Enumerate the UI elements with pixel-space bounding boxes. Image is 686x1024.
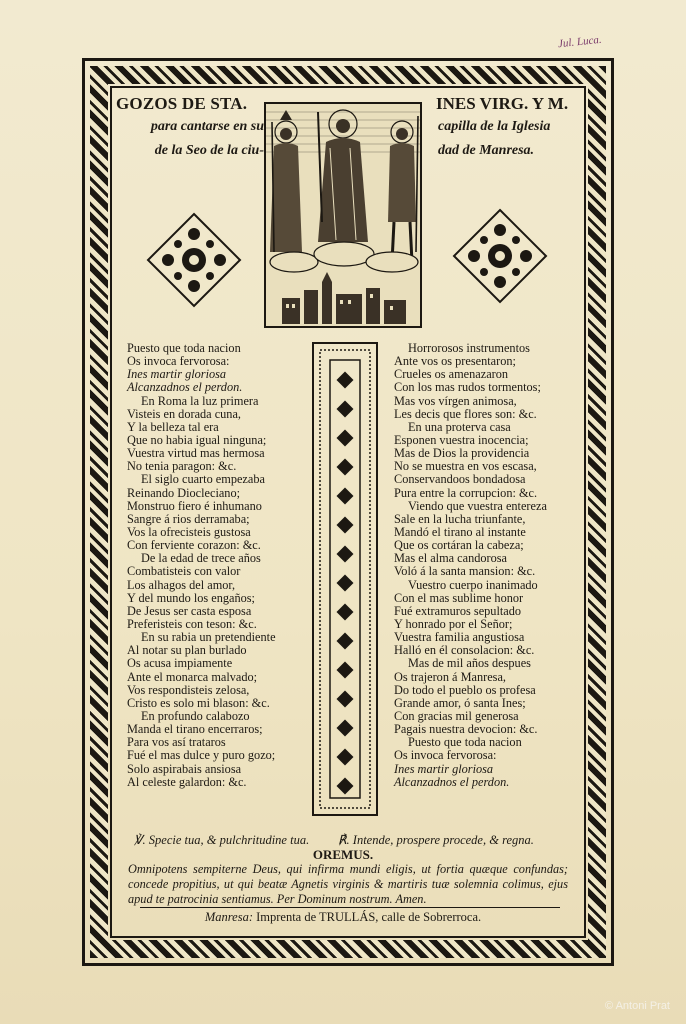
verse-line: Al celeste galardon: &c. xyxy=(127,774,247,789)
verse-line: Os invoca fervorosa: xyxy=(127,354,230,369)
verse-line: Y la belleza tal era xyxy=(127,419,219,434)
divider-ornament-mark xyxy=(337,372,354,389)
verses-left-column xyxy=(127,342,276,789)
verse-line: En profundo calabozo xyxy=(141,708,250,723)
divider-ornament-mark xyxy=(337,517,354,534)
verse-line: Mas de mil años despues xyxy=(408,656,531,671)
subtitle-left-line-1: para cantarse en su xyxy=(150,119,264,134)
verse-line: Os invoca fervorosa: xyxy=(394,748,497,763)
verse-line: Que no habia igual ninguna; xyxy=(127,432,267,447)
title-right: INES VIRG. Y M. xyxy=(436,94,569,113)
saints-woodcut-image xyxy=(264,102,422,328)
divider-ornament-mark xyxy=(337,401,354,418)
verse-line: Manda el tirano encerraros; xyxy=(127,722,263,737)
divider-ornament-mark xyxy=(337,459,354,476)
left-rosette-ornament xyxy=(146,212,242,308)
verse-line: Ante vos os presentaron; xyxy=(394,354,516,369)
imprint-rule xyxy=(140,907,560,908)
verse-line: Os trajeron á Manresa, xyxy=(394,669,506,684)
divider-ornament-mark xyxy=(337,604,354,621)
verse-line: Sangre á rios derramaba; xyxy=(127,511,250,526)
divider-ornament-mark xyxy=(337,575,354,592)
verse-line: Combatisteis con valor xyxy=(127,564,241,579)
verse-line: Solo aspirabais ansiosa xyxy=(127,761,242,776)
verse-line: Mas vos vírgen animosa, xyxy=(394,393,517,408)
versicle: ℣. Specie tua, & pulchritudine tua. xyxy=(134,833,310,847)
subtitle-right-line-2: dad de Manresa. xyxy=(438,143,535,158)
verse-line: Con ferviente corazon: &c. xyxy=(127,538,261,553)
verse-line: No se muestra en vos escasa, xyxy=(394,459,537,474)
verse-line: Vos respondisteis zelosa, xyxy=(127,682,250,697)
verse-line: Con gracias mil generosa xyxy=(394,708,519,723)
response: ℟. Intende, prospere procede, & regna. xyxy=(338,833,534,847)
verses-right-column xyxy=(394,342,547,789)
verse-line: Alcanzadnos el perdon. xyxy=(127,380,243,395)
verse-line: Reinando Diocleciano; xyxy=(127,485,241,500)
verse-line: Pagais nuestra devocion: &c. xyxy=(394,722,538,737)
verse-line: Mandó el tirano al instante xyxy=(394,524,526,539)
verse-line: Cristo es solo mi blason: &c. xyxy=(127,695,270,710)
verse-line: Vos la ofrecisteis gustosa xyxy=(127,524,251,539)
verse-line: En una proterva casa xyxy=(408,419,511,434)
divider-ornament-mark xyxy=(337,778,354,795)
verse-line: En su rabia un pretendiente xyxy=(141,630,276,645)
verse-line: Puesto que toda nacion xyxy=(408,735,522,750)
divider-ornament-mark xyxy=(337,749,354,766)
verse-line: Vuestra familia angustiosa xyxy=(394,630,525,645)
verse-line: Ines martir gloriosa xyxy=(127,367,227,382)
imprint-text: Imprenta de TRULLÁS, calle de Sobrerroca. xyxy=(256,910,482,924)
divider-ornament-mark xyxy=(337,662,354,679)
verse-line: Os acusa impiamente xyxy=(127,656,233,671)
verse-line: Puesto que toda nacion xyxy=(127,341,241,355)
imprint-place: Manresa: xyxy=(204,910,253,924)
verse-line: Esponen vuestra inocencia; xyxy=(394,432,529,447)
divider-ornament-mark xyxy=(337,720,354,737)
verse-line: No tenia paragon: &c. xyxy=(127,459,237,474)
verse-line: Mas el alma candorosa xyxy=(394,551,508,566)
verse-line: Monstruo fiero é inhumano xyxy=(127,498,262,513)
title-left: GOZOS DE STA. xyxy=(116,94,248,113)
verse-line: Do todo el pueblo os profesa xyxy=(394,682,536,697)
verse-line: Para vos así trataros xyxy=(127,735,226,750)
verse-line: Halló en él consolacion: &c. xyxy=(394,643,535,658)
verse-line: Con los mas rudos tormentos; xyxy=(394,380,541,395)
verse-line: En Roma la luz primera xyxy=(141,393,259,408)
divider-ornament-mark xyxy=(337,633,354,650)
verse-line: Mas de Dios la providencia xyxy=(394,446,530,461)
verse-line: De la edad de trece años xyxy=(141,551,261,566)
right-rosette-ornament xyxy=(452,208,548,304)
verse-line: Con el mas sublime honor xyxy=(394,590,524,605)
divider-ornament-mark xyxy=(337,691,354,708)
verse-line: Y honrado por el Señor; xyxy=(394,616,513,631)
subtitle-right-line-1: capilla de la Iglesia xyxy=(438,119,551,134)
verse-line: Voló á la santa mansion: &c. xyxy=(394,564,536,579)
prayer-text: Omnipotens sempiterne Deus, qui infirma mundi eligis, ut fortia quæque confundas; concede propitius, ut qui beatæ Agnetis virginis & martiris tuæ solemnia colimus, ejus apud te patrocinia sentiamus. Per Dominum nostrum. Amen. xyxy=(128,862,568,906)
verse-line: Fué el mas dulce y puro gozo; xyxy=(127,748,276,763)
verse-line: Fué extramuros sepultado xyxy=(394,603,522,618)
divider-ornament-mark xyxy=(337,488,354,505)
handwritten-note: Jul. Luca. xyxy=(557,33,603,51)
verse-line: Y del mundo los engaños; xyxy=(127,590,255,605)
verse-line: Ines martir gloriosa xyxy=(394,761,494,776)
verse-line: Les decis que flores son: &c. xyxy=(394,406,537,421)
verse-line: Viendo que vuestra entereza xyxy=(408,498,547,513)
verse-line: Que os cortáran la cabeza; xyxy=(394,538,524,553)
verse-line: Conservandoos bondadosa xyxy=(394,472,526,487)
verse-line: Horrorosos instrumentos xyxy=(408,341,530,355)
verse-line: Ante el monarca malvado; xyxy=(127,669,258,684)
verse-line: Vuestro cuerpo inanimado xyxy=(408,577,538,592)
verse-line: Alcanzadnos el perdon. xyxy=(394,774,510,789)
verse-line: Sale en la lucha triunfante, xyxy=(394,511,526,526)
verse-line: Visteis en dorada cuna, xyxy=(127,406,241,421)
subtitle-left-line-2: de la Seo de la ciu- xyxy=(154,143,264,158)
oremus-heading: OREMUS. xyxy=(312,847,374,862)
verse-line: Pura entre la corrupcion: &c. xyxy=(394,485,538,500)
verse-line: Preferisteis con teson: &c. xyxy=(127,616,257,631)
verse-line: Crueles os amenazaron xyxy=(394,367,509,382)
verse-line: Los alhagos del amor, xyxy=(127,577,236,592)
imprint xyxy=(0,910,686,925)
central-ornamental-divider xyxy=(312,342,378,816)
verse-line: Al notar su plan burlado xyxy=(127,643,247,658)
photo-credit: © Antoni Prat xyxy=(605,1000,670,1012)
verse-line: Grande amor, ó santa Ines; xyxy=(394,695,526,710)
divider-ornament-mark xyxy=(337,546,354,563)
verse-line: El siglo cuarto empezaba xyxy=(141,472,265,487)
divider-ornament-mark xyxy=(337,430,354,447)
verse-line: De Jesus ser casta esposa xyxy=(127,603,252,618)
verse-line: Vuestra virtud mas hermosa xyxy=(127,446,265,461)
